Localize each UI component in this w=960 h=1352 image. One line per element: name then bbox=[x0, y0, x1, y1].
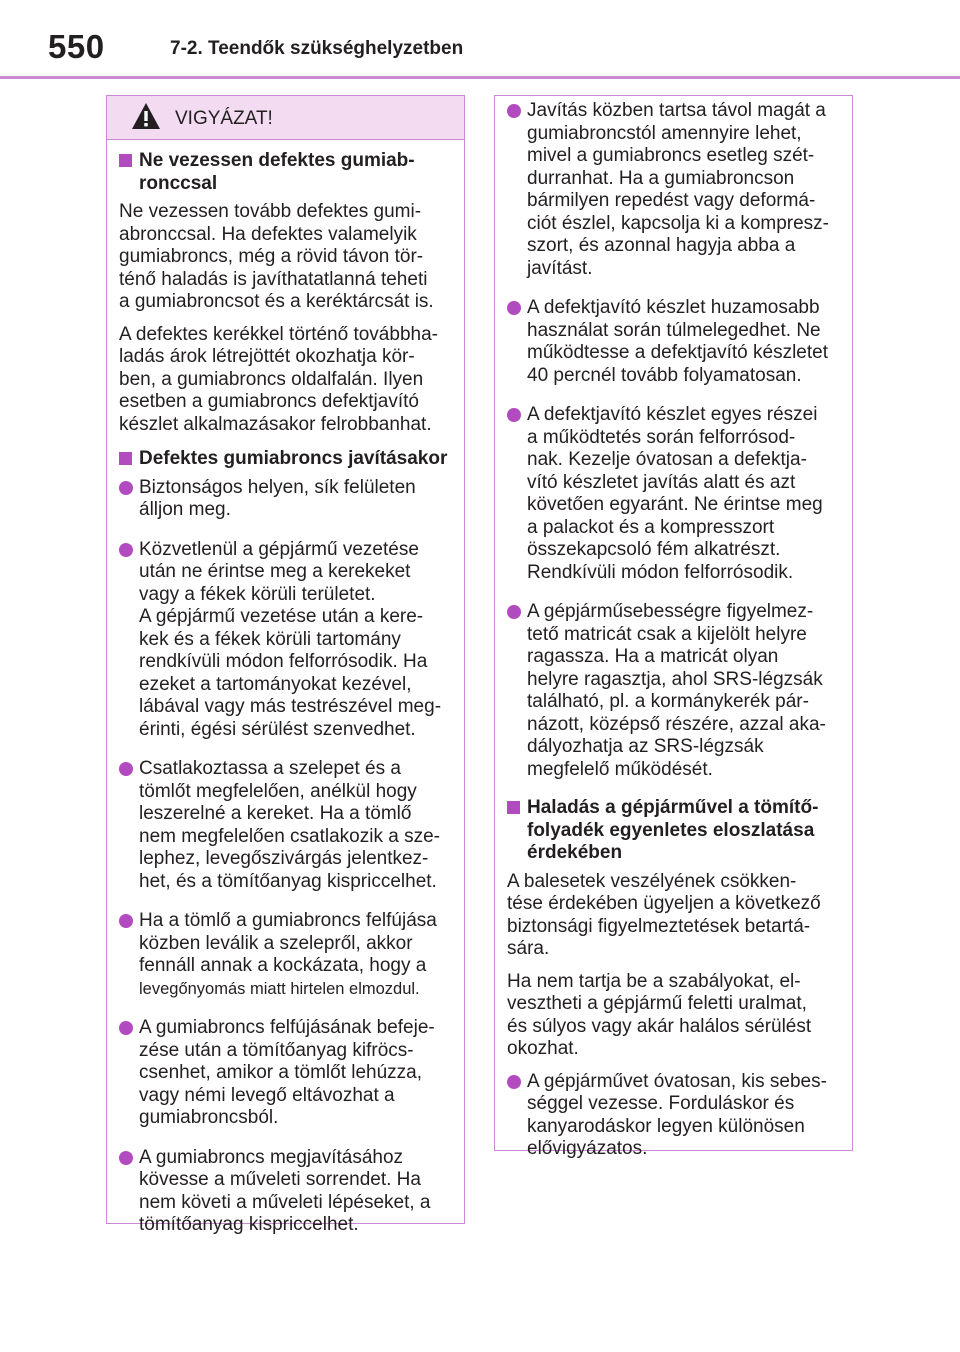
caution-content-right bbox=[507, 100, 842, 1178]
list-item: Biztonságos helyen, sík felületen álljon meg. bbox=[119, 477, 454, 522]
header-rule bbox=[0, 76, 960, 79]
paragraph: A balesetek veszélyének csökken- tése érdekében ügyeljen a következő biztonsági figyelmeztetések betartá- sára. bbox=[507, 870, 821, 959]
list-item: A gépjárművet óvatosan, kis sebes- séggel vezesse. Forduláskor és kanyarodáskor legyen különösen elővigyázatos. bbox=[507, 1071, 842, 1161]
caution-box-left bbox=[106, 95, 465, 1235]
list-item: A gépjárműsebességre figyelmez- tető matricát csak a kijelölt helyre ragassza. Ha a matricát olyan helyre ragasztja, ahol SRS-légzsák található, pl. a kormánykerék pár- názott, középső részére, azzal aka- dályozhatja az SRS-légzsák megfelelő működését. bbox=[507, 601, 842, 781]
paragraph: A defektes kerékkel történő továbbha- ladás árok létrejöttét okozhatja kör- ben, a gumiabroncs oldalfalán. Ilyen esetben a gumiabroncs defektjavító készlet alkalmazásakor felrobbanhat. bbox=[119, 323, 438, 435]
caution-box-right bbox=[494, 95, 853, 1159]
list-item: A gumiabroncs felfújásának befeje- zése után a tömítőanyag kifröcs- csenhet, amikor a tömlőt lehúzza, vagy némi levegő eltávozhat a gumiabroncsból. bbox=[119, 1017, 454, 1130]
page-number: 550 bbox=[48, 28, 105, 65]
section-heading-flat-tire: Ne vezessen defektes gumiab- ronccsal bbox=[119, 150, 454, 195]
paragraph: Ha nem tartja be a szabályokat, el- vesztheti a gépjármű feletti uralmat, és súlyos vagy akár halálos sérülést okozhat. bbox=[507, 970, 812, 1059]
section-heading-repair: Defektes gumiabroncs javításakor bbox=[119, 448, 454, 471]
caution-label: VIGYÁZAT! bbox=[175, 108, 273, 129]
list-item: Javítás közben tartsa távol magát a gumiabroncstól amennyire lehet, mivel a gumiabroncs esetleg szét- durranhat. Ha a gumiabroncson bármilyen repedést vagy deformá- ciót észlel, kapcsolja ki a kompresz- szort, és azonnal hagyja abba a javítást. bbox=[507, 100, 842, 280]
caution-content-left bbox=[119, 150, 454, 1254]
list-item: A gumiabroncs megjavításához kövesse a műveleti sorrendet. Ha nem követi a műveleti lépéseket, a tömítőanyag kispriccelhet. bbox=[119, 1147, 454, 1237]
warning-triangle-icon bbox=[131, 101, 161, 131]
caution-header bbox=[107, 96, 464, 140]
page-header bbox=[0, 0, 960, 80]
list-item: Csatlakoztassa a szelepet és a tömlőt megfelelően, anélkül hogy leszerelné a kereket. Ha a tömlő nem megfelelően csatlakozik a sze- lephez, levegőszivárgás jelentkez- het, és a tömítőanyag kispriccelhet. bbox=[119, 758, 454, 893]
list-item: A defektjavító készlet egyes részei a működtetés során felforrósod- nak. Kezelje óvatosan a defektja- vító készletet javítás alatt és azt követően egyaránt. Ne érintse meg a palackot és a kompresszort összekapcsoló fém alkatrészt. Rendkívüli módon felforrósodik. bbox=[507, 404, 842, 584]
list-item: Ha a tömlő a gumiabroncs felfújása közben leválik a szelepről, akkor fennáll annak a kockázata, hogy a levegőnyomás miatt hirtelen elmozdul. bbox=[119, 910, 454, 1000]
list-item: Közvetlenül a gépjármű vezetése után ne érintse meg a kerekeket vagy a fékek körüli területet. A gépjármű vezetése után a kere- kek és a fékek körüli tartomány rendkívüli módon felforrósodik. Ha ezeket a tartományokat kezével, lábával vagy más testrészével meg- érinti, égési sérülést szenvedhet. bbox=[119, 539, 454, 742]
paragraph: Ne vezessen tovább defektes gumi- abronccsal. Ha defektes valamelyik gumiabroncs, még a rövid távon tör- ténő haladás is javíthatatlanná teheti a gumiabroncsot és a keréktárcsát is. bbox=[119, 201, 434, 312]
list-item: A defektjavító készlet huzamosabb használat során túlmelegedhet. Ne működtesse a defektjavító készletet 40 percnél tovább folyamatosan. bbox=[507, 297, 842, 387]
section-heading-driving: Haladás a gépjárművel a tömítő- folyadék egyenletes eloszlatása érdekében bbox=[507, 797, 842, 865]
section-title: 7-2. Teendők szükséghelyzetben bbox=[170, 38, 464, 59]
